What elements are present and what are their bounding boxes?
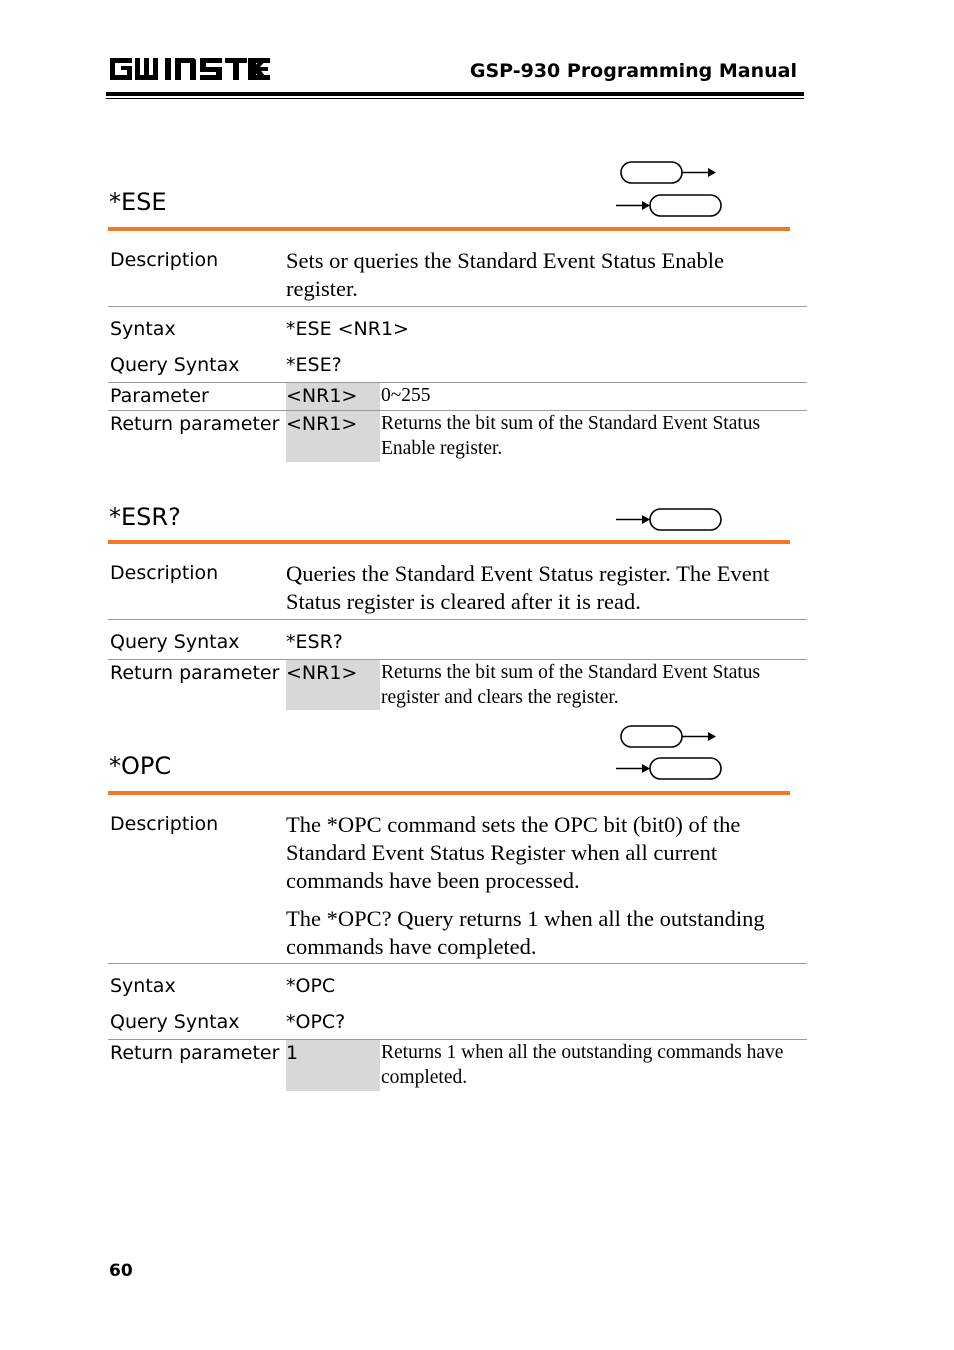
divider [108, 619, 807, 620]
return-parameter-label: Return parameter [110, 1042, 280, 1064]
set-command-icon [612, 158, 726, 188]
set-command-icon [612, 722, 726, 752]
section-title-opc: *OPC [109, 752, 172, 780]
query-command-icon [612, 753, 726, 783]
manual-title: GSP-930 Programming Manual [469, 60, 797, 82]
return-parameter-description: Returns the bit sum of the Standard Event Status Enable register. [381, 413, 761, 459]
page-number: 60 [109, 1261, 133, 1281]
query-command-icon [612, 190, 726, 220]
syntax-value: *ESE <NR1> [286, 318, 409, 340]
description-label: Description [110, 813, 219, 835]
syntax-label: Syntax [110, 975, 176, 997]
divider [108, 306, 807, 307]
description-label: Description [110, 249, 219, 271]
query-syntax-value: *OPC? [286, 1011, 346, 1033]
parameter-label: Parameter [110, 385, 209, 407]
section-title-esr: *ESR? [109, 503, 181, 531]
description-text-2: The *OPC? Query returns 1 when all the outstanding commands have completed. [286, 906, 765, 959]
description-text: Queries the Standard Event Status register. The Event Status register is cleared after it is read. [286, 561, 770, 614]
section-title-ese: *ESE [109, 188, 167, 216]
query-command-icon [612, 504, 726, 534]
description-text: The *OPC command sets the OPC bit (bit0) of the Standard Event Status Register when all current commands have been processed. [286, 812, 741, 893]
return-type-cell [286, 1040, 380, 1091]
parameter-type: <NR1> [286, 385, 358, 407]
divider [108, 963, 807, 964]
description-text: Sets or queries the Standard Event Status Enable register. [286, 248, 725, 301]
return-parameter-description: Returns 1 when all the outstanding commands have completed. [381, 1042, 784, 1088]
return-parameter-description: Returns the bit sum of the Standard Event Status register and clears the register. [381, 662, 761, 708]
section-rule [108, 791, 790, 795]
description-label: Description [110, 562, 219, 584]
return-parameter-type: <NR1> [286, 662, 358, 684]
query-syntax-value: *ESR? [286, 631, 343, 653]
section-rule [108, 227, 790, 231]
section-rule [108, 540, 790, 544]
syntax-label: Syntax [110, 318, 176, 340]
query-syntax-label: Query Syntax [110, 354, 240, 376]
header-rule-thin [106, 98, 804, 99]
gw-instek-logo [108, 54, 280, 84]
return-parameter-type: <NR1> [286, 413, 358, 435]
return-parameter-label: Return parameter [110, 413, 280, 435]
query-syntax-value: *ESE? [286, 354, 342, 376]
return-parameter-label: Return parameter [110, 662, 280, 684]
header-rule [106, 92, 804, 96]
query-syntax-label: Query Syntax [110, 631, 240, 653]
return-parameter-type: 1 [286, 1042, 299, 1064]
query-syntax-label: Query Syntax [110, 1011, 240, 1033]
parameter-range: 0~255 [381, 385, 431, 406]
syntax-value: *OPC [286, 975, 336, 997]
